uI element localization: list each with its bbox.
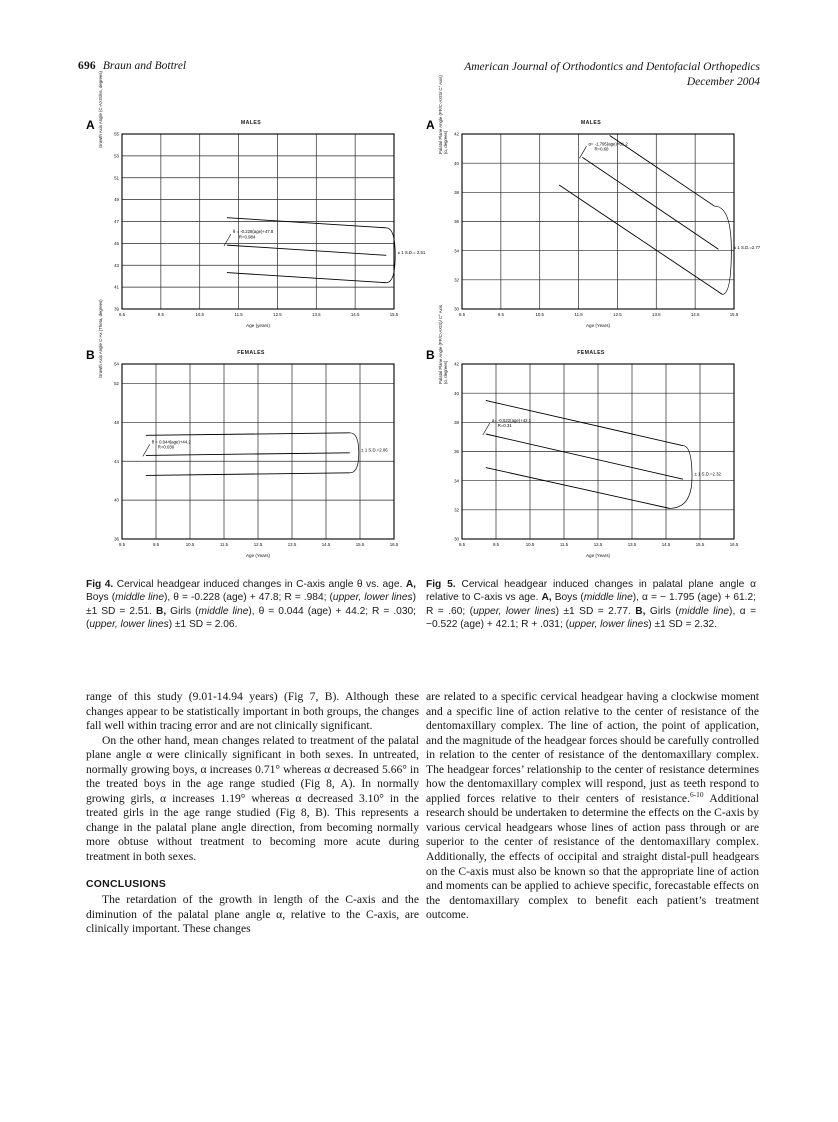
svg-text:30: 30 — [454, 306, 459, 312]
svg-text:± 1 S.D.=2.77: ± 1 S.D.=2.77 — [733, 244, 761, 250]
svg-text:52: 52 — [114, 381, 119, 387]
caption-segment-12: upper, lower lines — [569, 619, 649, 631]
svg-text:51: 51 — [114, 175, 119, 181]
svg-text:11.5: 11.5 — [574, 312, 583, 317]
caption-segment-9: Girls ( — [645, 605, 679, 617]
body-right-column — [426, 690, 759, 923]
caption-segment-11: ), θ = 0.044 (age) + 44.2; R = .030; ( — [86, 605, 417, 631]
svg-text:54: 54 — [114, 361, 119, 367]
caption-segment-10: middle line — [678, 605, 730, 617]
chart-title-5b: FEMALES — [577, 350, 605, 356]
svg-text:45: 45 — [114, 240, 119, 246]
svg-text:α= -0.522(age)+42.1: α= -0.522(age)+42.1 — [491, 418, 532, 423]
caption-segment-7: ) ±1 SD = 2.51. — [86, 592, 417, 617]
caption-segment-6: upper, lower lines — [332, 592, 413, 604]
svg-text:R=0.60: R=0.60 — [594, 146, 609, 152]
caption-segment-12: upper, lower lines — [89, 619, 169, 631]
svg-text:36: 36 — [114, 536, 119, 542]
plot-area-4b — [114, 361, 399, 547]
caption-segment-8: B, — [635, 605, 646, 617]
chart-svg-4b — [114, 361, 399, 547]
svg-text:14.5: 14.5 — [350, 312, 360, 317]
body-left-column — [86, 690, 419, 937]
svg-text:12.5: 12.5 — [253, 542, 263, 547]
chart-svg-5a — [454, 131, 761, 317]
svg-text:± 1 S.D.= 2.51: ± 1 S.D.= 2.51 — [397, 249, 426, 255]
caption-segment-3: Boys ( — [86, 592, 116, 604]
y-axis-label-5b-line1: Palatal Plane Angle (PP/C-AXIS)/ C° Axis — [438, 305, 443, 384]
svg-text:α= -1.795(age)+61.2: α= -1.795(age)+61.2 — [588, 141, 628, 147]
svg-text:40: 40 — [114, 497, 119, 503]
chart-svg-4a — [114, 131, 426, 317]
caption-segment-0: Fig 5. — [426, 579, 456, 590]
chart-title-5a: MALES — [580, 120, 602, 126]
caption-segment-5: ), α = − 1.795 (age) + 61.2; R = .60; ( — [426, 592, 757, 617]
plot-area-5a — [454, 131, 761, 317]
svg-text:13.5: 13.5 — [652, 312, 661, 317]
svg-text:R=0.31: R=0.31 — [497, 423, 512, 429]
svg-text:34: 34 — [454, 478, 459, 484]
svg-text:14.5: 14.5 — [321, 542, 331, 547]
svg-text:11.5: 11.5 — [559, 542, 569, 547]
y-axis-label-5b-line2: (α, degrees) — [443, 360, 448, 384]
svg-text:14.5: 14.5 — [661, 542, 671, 547]
body-paragraph: On the other hand, mean changes related to treatment of the palatal plane angle α were clinically significant in both sexes. In untreated, normally growing boys, α increases 0.71° whereas α decreased 5.66° in the treated boys in the age range studied (Fig 8, A). In normally growing girls, α increases 1.19° whereas α decreased 3.10° in the treated girls in the age range studied (Fig 8, B). This represents a change in the palatal plane angle direction, from becoming normally more obtuse without treatment to becoming more acute during treatment in both sexes. — [86, 733, 419, 864]
running-head — [78, 60, 760, 96]
caption-segment-5: ), θ = -0.228 (age) + 47.8; R = .984; ( — [164, 592, 333, 604]
y-axis-label-5a-line1: Palatal Plane Angle (PP/C-AXIS/ C° Axis) — [438, 75, 443, 154]
figure-5b — [426, 305, 756, 568]
svg-text:42: 42 — [454, 361, 459, 367]
svg-text:8.5: 8.5 — [118, 542, 126, 547]
svg-text:15.5: 15.5 — [389, 312, 399, 317]
issue-date: December 2004 — [686, 76, 760, 88]
svg-text:49: 49 — [114, 197, 119, 203]
caption-segment-4: middle line — [583, 592, 633, 604]
svg-text:40: 40 — [454, 160, 459, 166]
svg-text:8.5: 8.5 — [458, 542, 466, 547]
svg-text:16.5: 16.5 — [389, 542, 399, 547]
svg-text:θ = 0.044(age)+44.2: θ = 0.044(age)+44.2 — [151, 439, 191, 445]
svg-text:12.5: 12.5 — [273, 312, 282, 317]
x-axis-label-5b: Age (Years) — [585, 553, 611, 558]
caption-segment-2: A, — [405, 579, 417, 590]
caption-segment-9: Girls ( — [166, 605, 199, 617]
y-axis-label-4b: Growth Axis Angle C-Ax (Theta, degrees) — [98, 299, 103, 378]
svg-text:41: 41 — [114, 284, 119, 290]
y-axis-label-5a — [438, 4, 448, 154]
svg-text:12.5: 12.5 — [593, 542, 603, 547]
x-axis-label-4b: Age (Years) — [245, 553, 271, 558]
caption-segment-2: A, — [541, 592, 552, 604]
y-axis-label-5a-line2: (α, degrees) — [443, 130, 448, 154]
svg-text:36: 36 — [454, 449, 459, 455]
svg-text:12.5: 12.5 — [613, 312, 622, 317]
svg-text:10.5: 10.5 — [185, 542, 195, 547]
svg-text:θ = -0.228(age)+47.8: θ = -0.228(age)+47.8 — [232, 229, 274, 235]
reference-superscript: 6-10 — [689, 789, 704, 799]
svg-text:10.5: 10.5 — [195, 312, 204, 317]
caption-segment-13: ) ±1 SD = 2.32. — [648, 619, 718, 631]
svg-text:11.5: 11.5 — [219, 542, 229, 547]
figure-4a — [86, 71, 426, 338]
section-heading-conclusions: CONCLUSIONS — [86, 878, 167, 890]
svg-text:9.5: 9.5 — [497, 312, 504, 317]
svg-text:38: 38 — [454, 419, 459, 425]
svg-text:39: 39 — [114, 306, 119, 312]
svg-text:14.5: 14.5 — [690, 312, 700, 317]
plot-area-4a — [114, 131, 426, 317]
svg-text:10.5: 10.5 — [535, 312, 544, 317]
journal-title: American Journal of Orthodontics and Dentofacial Orthopedics — [464, 61, 760, 73]
svg-text:± 1 S.D.=2.32: ± 1 S.D.=2.32 — [694, 471, 721, 477]
caption-segment-8: B, — [156, 605, 167, 617]
svg-text:R=0.984: R=0.984 — [238, 234, 256, 240]
panel-letter-4b: B — [86, 348, 95, 362]
running-head-right — [464, 60, 760, 90]
caption-segment-7: ) ±1 SD = 2.77. — [555, 605, 636, 617]
svg-text:± 1 S.D.=2.06: ± 1 S.D.=2.06 — [361, 447, 388, 453]
chart-svg-5b — [454, 361, 739, 547]
svg-text:42: 42 — [454, 131, 459, 137]
svg-text:15.5: 15.5 — [729, 312, 739, 317]
svg-text:32: 32 — [454, 507, 459, 513]
plot-area-5b — [454, 361, 739, 547]
caption-segment-6: upper, lower lines — [473, 605, 556, 617]
caption-segment-1: Cervical headgear induced changes in palatal plane angle α relative to C-axis vs age. — [426, 579, 756, 604]
panel-letter-5b: B — [426, 348, 435, 362]
svg-text:11.5: 11.5 — [234, 312, 243, 317]
caption-segment-10: middle line — [198, 605, 249, 617]
svg-text:55: 55 — [114, 131, 119, 137]
svg-text:36: 36 — [454, 219, 459, 225]
running-head-authors: Braun and Bottrel — [102, 60, 187, 72]
body-text: Additional research should be undertaken to determine the effects on the C-axis by various cervical headgears whose lines of action pass through or are superior to the center of resistance of the dentomaxillary complex. Additionally, the effects of occipital and straight distal-pull headgears on the C-axis must also be known so that the appropriate line of action and moments can be applied to achieve specific, forecastable effects on the dentomaxillary complex to benefit each patient’s treatment outcome. — [426, 791, 759, 922]
chart-title-4b: FEMALES — [237, 350, 265, 356]
x-axis-label-4a: Age (years) — [246, 323, 270, 328]
caption-segment-3: Boys ( — [551, 592, 584, 604]
body-paragraph: The retardation of the growth in length of the C-axis and the diminution of the palatal plane angle α, relative to the C-axis, are clinically important. These changes — [86, 893, 419, 936]
y-axis-label-5b — [438, 234, 448, 384]
svg-text:15.5: 15.5 — [355, 542, 365, 547]
svg-text:38: 38 — [454, 189, 459, 195]
caption-segment-4: middle line — [115, 592, 165, 604]
svg-text:48: 48 — [114, 419, 119, 425]
page-number: 696 — [78, 60, 96, 72]
svg-text:53: 53 — [114, 153, 119, 159]
svg-text:40: 40 — [454, 390, 459, 396]
svg-text:47: 47 — [114, 219, 119, 225]
svg-text:13.5: 13.5 — [312, 312, 321, 317]
figure-4-caption — [86, 578, 416, 632]
svg-text:32: 32 — [454, 277, 459, 283]
svg-text:8.5: 8.5 — [118, 312, 126, 317]
svg-text:15.5: 15.5 — [695, 542, 705, 547]
svg-text:10.5: 10.5 — [525, 542, 535, 547]
svg-text:9.5: 9.5 — [152, 542, 160, 547]
svg-text:9.5: 9.5 — [492, 542, 500, 547]
svg-text:13.5: 13.5 — [287, 542, 297, 547]
caption-segment-13: ) ±1 SD = 2.06. — [168, 619, 238, 631]
body-paragraph: range of this study (9.01-14.94 years) (Fig 7, B). Although these changes appear to be statistically important in both groups, the changes fall well within tracing error and are not clinically significant. — [86, 690, 419, 733]
svg-text:44: 44 — [114, 458, 119, 464]
svg-text:43: 43 — [114, 262, 119, 268]
caption-segment-1: Cervical headgear induced changes in C-axis angle θ vs. age. — [113, 579, 406, 590]
svg-text:8.5: 8.5 — [458, 312, 466, 317]
svg-text:30: 30 — [454, 536, 459, 542]
svg-text:13.5: 13.5 — [627, 542, 637, 547]
svg-text:16.5: 16.5 — [729, 542, 739, 547]
svg-text:34: 34 — [454, 248, 459, 254]
svg-text:R=0.030: R=0.030 — [157, 444, 175, 450]
running-head-left — [78, 60, 186, 72]
body-text: are related to a specific cervical headgear having a clockwise moment and a specific line of action relative to the center of resistance of the dentomaxillary complex. The line of action, the point of application, and the magnitude of the headgear forces should be carefully controlled in relation to the center of resistance of the dentomaxillary complex. The headgear forces’ relationship to the center of resistance determines how the dentomaxillary complex will respond, just as teeth respond to applied forces relative to their centers of resistance. — [426, 690, 759, 805]
caption-segment-11: ), α = −0.522 (age) + 42.1; R + .031; ( — [426, 605, 757, 631]
x-axis-label-5a: Age (Years) — [585, 323, 611, 328]
body-paragraph — [426, 690, 759, 923]
svg-text:9.5: 9.5 — [157, 312, 164, 317]
chart-title-4a: MALES — [240, 120, 262, 126]
y-axis-label-4a: Growth Axis Angle (C-AXIS/ns, degrees) — [98, 71, 103, 148]
panel-letter-5a: A — [426, 118, 435, 132]
figure-5-caption — [426, 578, 756, 632]
panel-letter-4a: A — [86, 118, 95, 132]
caption-segment-0: Fig 4. — [86, 579, 114, 590]
